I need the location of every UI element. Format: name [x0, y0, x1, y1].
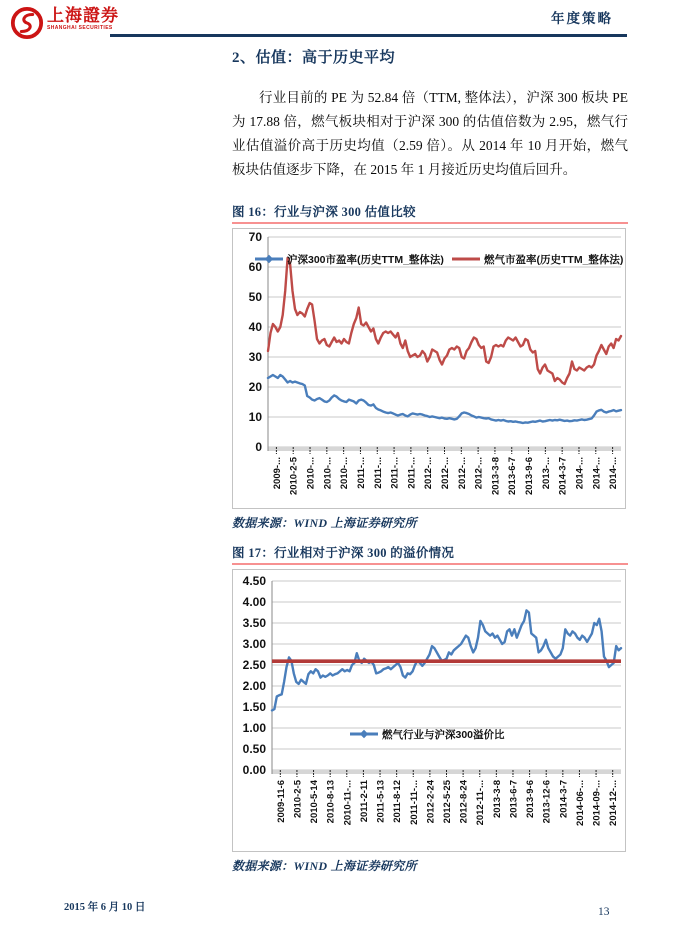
- svg-text:2011-...: 2011-...: [389, 457, 401, 489]
- figure-17-chart-frame: [232, 569, 626, 852]
- svg-text:2013-3-8: 2013-3-8: [490, 457, 502, 496]
- svg-text:2011-8-12: 2011-8-12: [392, 780, 404, 823]
- svg-text:2012-2-24: 2012-2-24: [425, 780, 437, 824]
- svg-text:燃气市盈率(历史TTM_整体法): 燃气市盈率(历史TTM_整体法): [484, 254, 624, 266]
- svg-text:4.50: 4.50: [242, 574, 266, 588]
- svg-text:2014-...: 2014-...: [608, 457, 620, 490]
- svg-text:2010-...: 2010-...: [339, 457, 351, 490]
- svg-text:2012-...: 2012-...: [473, 457, 485, 490]
- svg-text:2010-8-13: 2010-8-13: [325, 780, 337, 824]
- figure-17-title: 图 17：行业相对于沪深 300 的溢价情况: [232, 546, 455, 560]
- svg-text:2010-5-14: 2010-5-14: [309, 780, 321, 824]
- svg-text:2009-11-6: 2009-11-6: [275, 780, 287, 823]
- svg-text:2014-3-7: 2014-3-7: [558, 780, 570, 819]
- svg-text:2009-...: 2009-...: [271, 457, 283, 490]
- svg-text:2011-...: 2011-...: [372, 457, 384, 489]
- figure-16-chart-frame: [232, 228, 626, 509]
- svg-text:2013-6-7: 2013-6-7: [507, 457, 519, 496]
- brand-logo-subtext: SHANGHAI SECURITIES: [47, 25, 113, 31]
- svg-text:2011-...: 2011-...: [355, 457, 367, 489]
- svg-text:燃气行业与沪深300溢价比: 燃气行业与沪深300溢价比: [382, 729, 505, 741]
- svg-text:10: 10: [248, 410, 262, 424]
- svg-text:2014-...: 2014-...: [591, 457, 603, 490]
- svg-text:2010-...: 2010-...: [322, 457, 334, 490]
- svg-text:2011-5-13: 2011-5-13: [375, 780, 387, 823]
- svg-text:2012-...: 2012-...: [456, 457, 468, 490]
- svg-text:2014-...: 2014-...: [574, 457, 586, 490]
- svg-text:2012-8-24: 2012-8-24: [458, 780, 470, 824]
- pe-comparison-line-chart: [233, 229, 625, 508]
- svg-text:2012-5-25: 2012-5-25: [442, 780, 453, 824]
- brand-logo: [10, 6, 119, 40]
- svg-text:40: 40: [248, 320, 262, 334]
- svg-text:60: 60: [248, 260, 262, 274]
- svg-text:2.00: 2.00: [242, 679, 266, 693]
- svg-text:2010-11-...: 2010-11-...: [342, 780, 354, 826]
- brand-logo-text: 上海證券: [47, 6, 119, 25]
- svg-text:2013-6-7: 2013-6-7: [508, 780, 520, 819]
- svg-text:0.00: 0.00: [242, 763, 266, 777]
- svg-text:2013-9-6: 2013-9-6: [524, 457, 536, 496]
- svg-text:1.00: 1.00: [242, 721, 266, 735]
- svg-text:2.50: 2.50: [242, 658, 266, 672]
- svg-text:2014-3-7: 2014-3-7: [557, 457, 569, 496]
- svg-text:2013-...: 2013-...: [540, 457, 552, 490]
- svg-text:0: 0: [255, 440, 262, 454]
- figure-16-title-underline: [232, 222, 628, 224]
- report-date: 2015 年 6 月 10 日: [64, 902, 146, 913]
- svg-text:50: 50: [248, 290, 262, 304]
- svg-text:70: 70: [248, 230, 262, 244]
- premium-ratio-line-chart: [233, 570, 625, 851]
- svg-text:2012-11-...: 2012-11-...: [475, 780, 487, 826]
- svg-text:2012-...: 2012-...: [440, 457, 451, 490]
- header-divider: [110, 34, 627, 37]
- svg-text:2013-3-8: 2013-3-8: [491, 780, 503, 819]
- svg-text:30: 30: [248, 350, 262, 364]
- svg-text:2010-...: 2010-...: [305, 457, 317, 490]
- svg-text:2011-...: 2011-...: [406, 457, 418, 489]
- svg-text:2014-06-...: 2014-06-...: [574, 780, 586, 826]
- brand-logo-text-block: [47, 6, 119, 31]
- svg-text:3.00: 3.00: [242, 637, 266, 651]
- page-number: 13: [598, 906, 610, 918]
- report-type-label: 年度策略: [551, 11, 613, 26]
- svg-text:2013-12-6: 2013-12-6: [541, 780, 553, 824]
- figure-17-title-underline: [232, 563, 628, 565]
- section-title: 2、估值：高于历史平均: [232, 50, 396, 66]
- brand-logo-icon: [10, 6, 44, 40]
- figure-17: [232, 545, 628, 874]
- svg-text:1.50: 1.50: [242, 700, 266, 714]
- figure-17-source: 数据来源：WIND 上海证券研究所: [232, 859, 417, 873]
- figure-16-title: 图 16：行业与沪深 300 估值比较: [232, 205, 416, 219]
- svg-text:2010-2-5: 2010-2-5: [288, 457, 300, 496]
- svg-text:2012-...: 2012-...: [423, 457, 435, 490]
- svg-text:3.50: 3.50: [242, 616, 266, 630]
- svg-text:沪深300市盈率(历史TTM_整体法): 沪深300市盈率(历史TTM_整体法): [287, 254, 444, 266]
- figure-16-source: 数据来源：WIND 上海证券研究所: [232, 516, 417, 530]
- svg-text:0.50: 0.50: [242, 742, 266, 756]
- svg-text:2011-11-...: 2011-11-...: [408, 780, 420, 825]
- svg-text:2014-12-...: 2014-12-...: [608, 780, 620, 826]
- body-paragraph: 行业目前的 PE 为 52.84 倍（TTM, 整体法），沪深 300 板块 PE 为 17.88 倍，燃气板块相对于沪深 300 的估值倍数为 2.95，燃气行业估值溢价高于历史均值（2.59 倍）。从 2014 年 10 月开始，燃气板块估值逐步下降，在 2015 年 1 月接近历史均值后回升。: [232, 90, 628, 177]
- svg-text:4.00: 4.00: [242, 595, 266, 609]
- svg-text:20: 20: [248, 380, 262, 394]
- svg-text:2013-9-6: 2013-9-6: [525, 780, 537, 819]
- svg-text:2010-2-5: 2010-2-5: [292, 780, 304, 819]
- figure-16: [232, 204, 628, 531]
- svg-text:2011-2-11: 2011-2-11: [358, 780, 370, 823]
- svg-text:2014-09-...: 2014-09-...: [591, 780, 603, 826]
